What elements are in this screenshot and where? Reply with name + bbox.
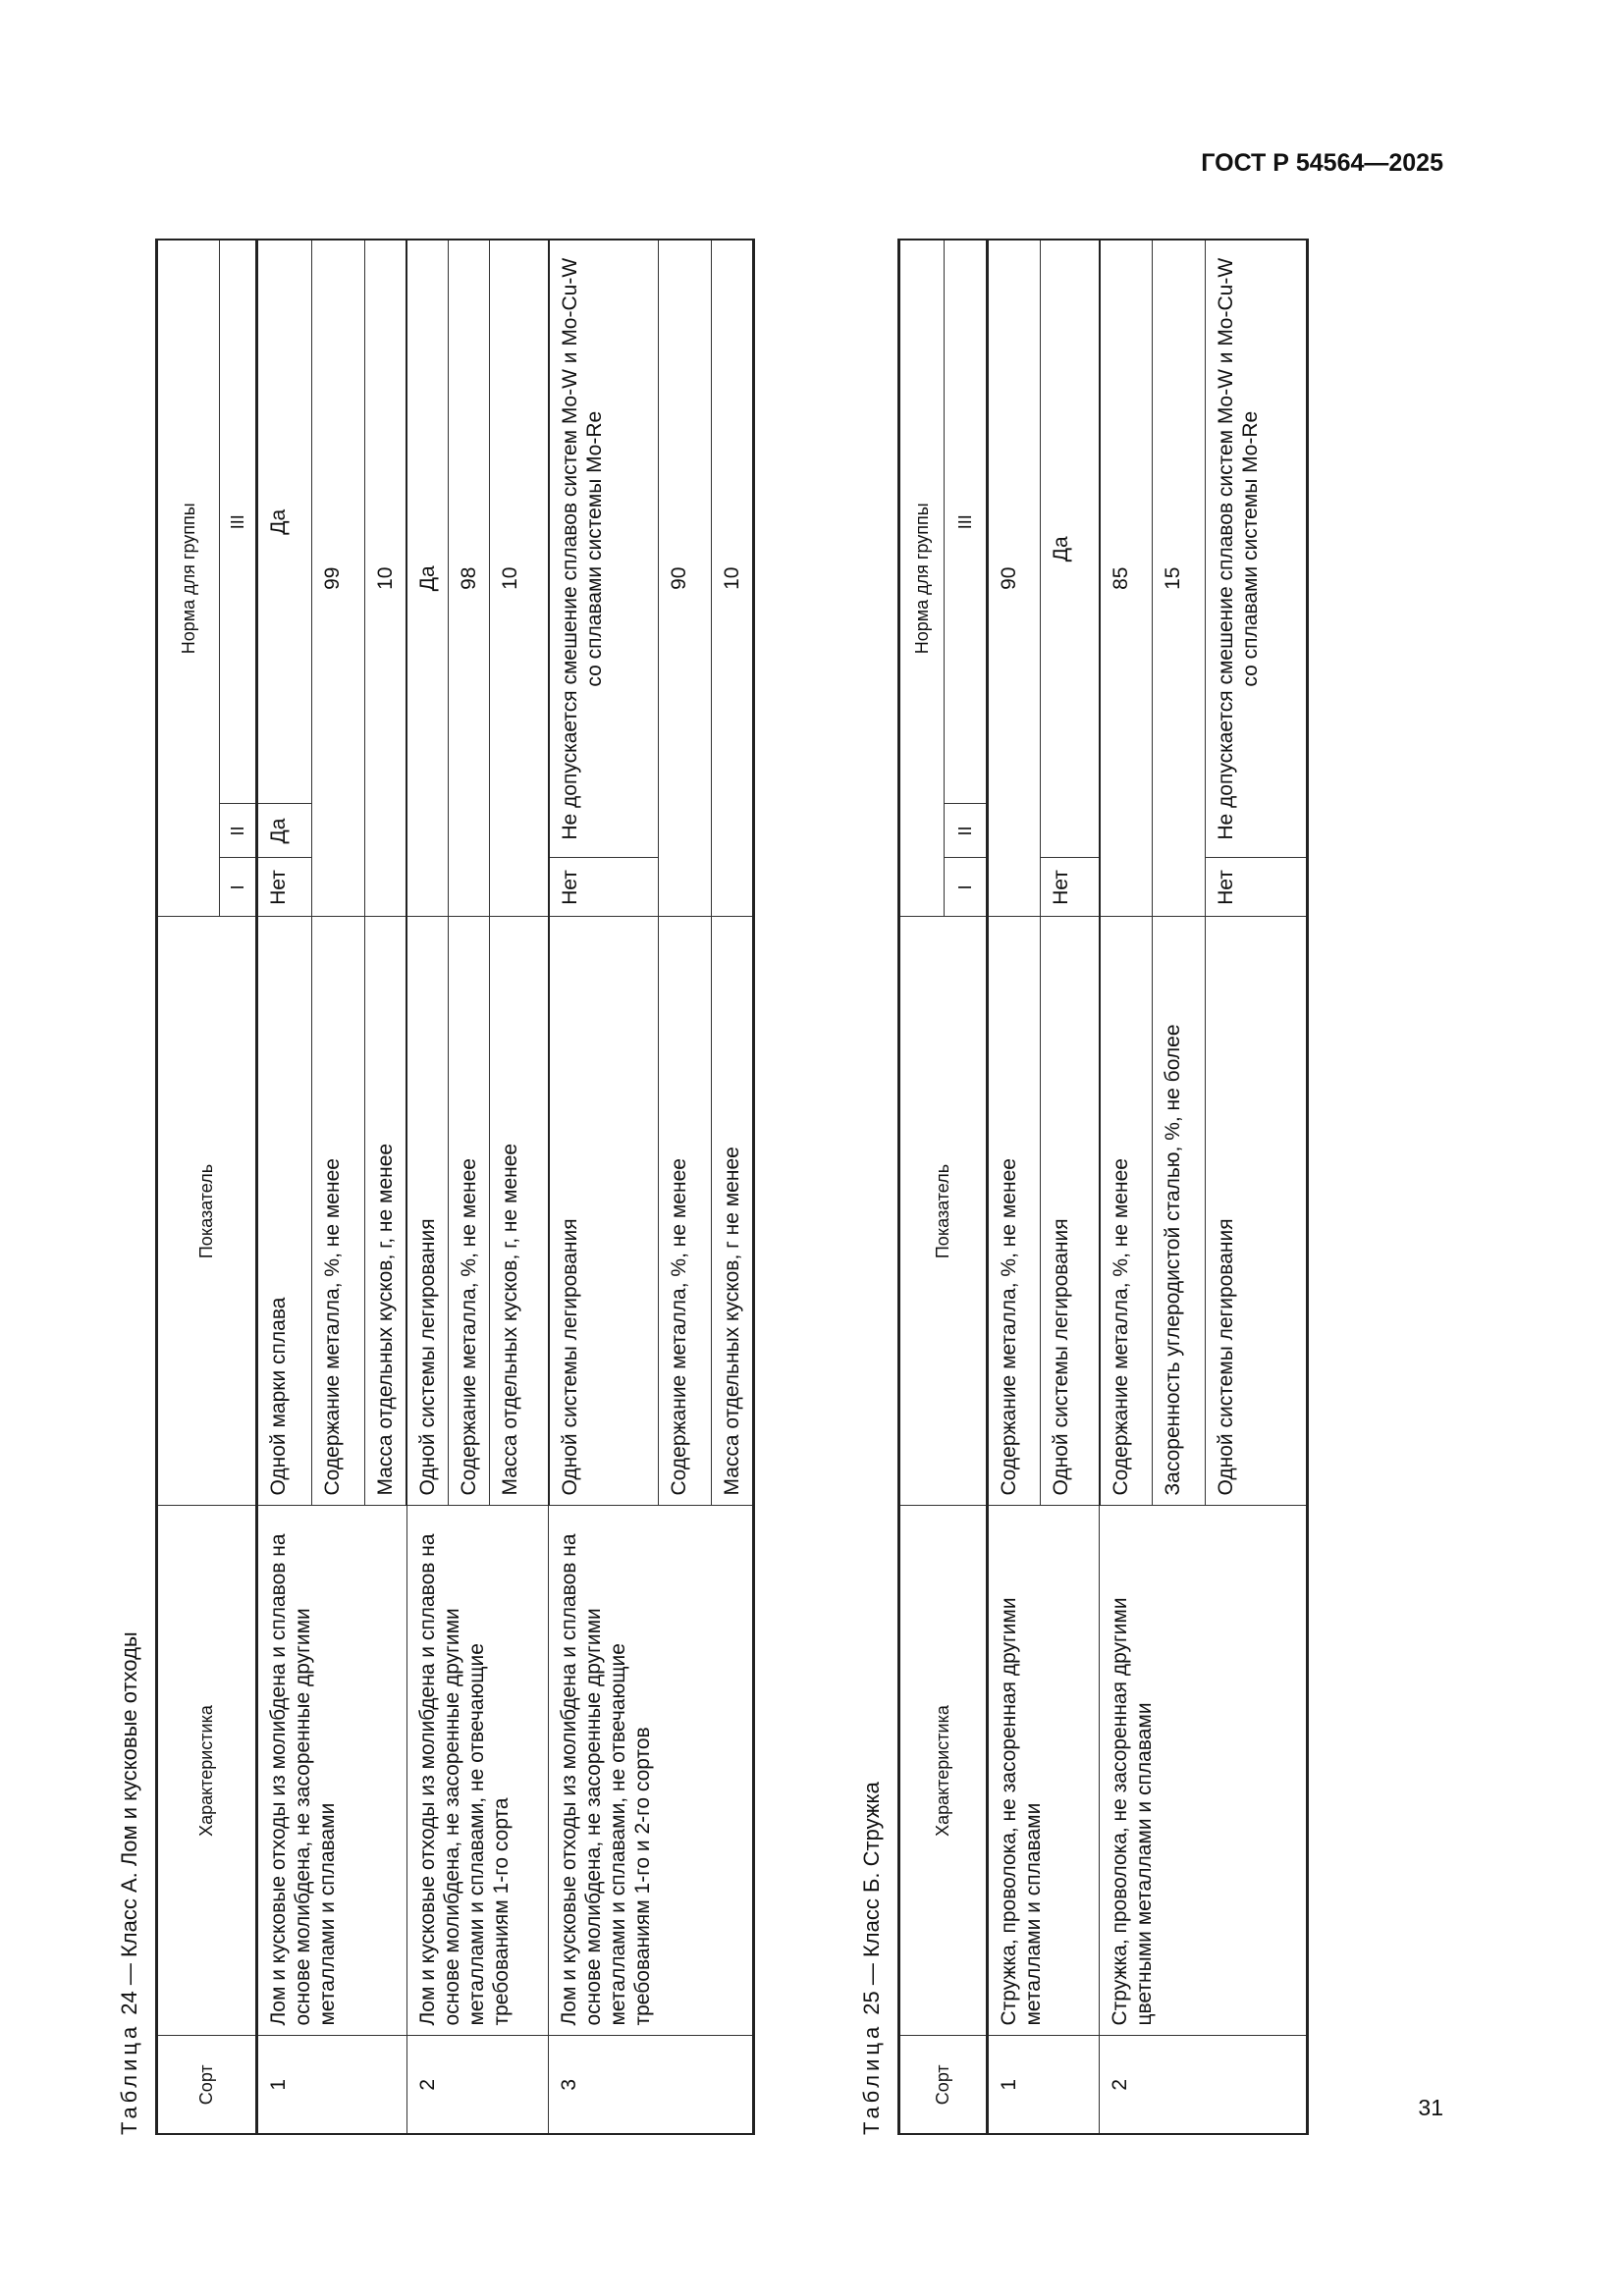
t25-r1-ind1-value: 90 — [988, 240, 1041, 917]
t24-header-group-2: II — [220, 804, 257, 858]
t24-r1-ind1-group-2: Да — [257, 804, 312, 858]
t25-header-indicator: Показатель — [899, 917, 988, 1506]
t24-r3-sort: 3 — [549, 2036, 754, 2134]
t24-header-norm: Норма для группы — [157, 240, 220, 917]
t24-header-group-1: I — [220, 858, 257, 917]
t25-r2-indicator-1: Содержание металла, %, не менее — [1100, 917, 1153, 1506]
t24-r1-ind2-value: 99 — [312, 240, 365, 917]
t24-r3-ind1-group-1: Нет — [549, 858, 659, 917]
t24-header-sort: Сорт — [157, 2036, 257, 2134]
table-24-block — [110, 240, 755, 2135]
t25-r1-characteristic: Стружка, проволока, не засоренная другими металлами и сплавами — [988, 1506, 1100, 2036]
t25-r2-indicator-3: Одной системы легирования — [1206, 917, 1308, 1506]
t25-r2-ind2-value: 15 — [1153, 240, 1206, 917]
t24-r1-indicator-3: Масса отдельных кусков, г, не менее — [365, 917, 407, 1506]
t25-r1-indicator-1: Содержание металла, %, не менее — [988, 917, 1041, 1506]
t24-header-characteristic: Характеристика — [157, 1506, 257, 2036]
table-24-caption-prefix: Таблица — [117, 2022, 141, 2135]
t25-r2-indicator-2: Засоренность углеродистой сталью, %, не более — [1153, 917, 1206, 1506]
t24-r2-characteristic: Лом и кусковые отходы из молибдена и сплавов на основе молибдена, не засоренные другими металлами и сплавами, не отвечающие требованиям 1-го сорта — [406, 1506, 549, 2036]
t25-header-group-3: III — [945, 240, 988, 804]
t25-r1-indicator-2: Одной системы легирования — [1041, 917, 1100, 1506]
t25-r2-ind3-group-2-3: Не допускается смешение сплавов систем Mo-W и Mo-Cu-W со сплавами системы Mo-Re — [1206, 240, 1308, 858]
table-25-caption — [852, 240, 897, 2135]
t24-r1-ind1-group-3: Да — [257, 240, 312, 804]
table-24-caption-text: 24 — Класс А. Лом и кусковые отходы — [117, 1631, 141, 2015]
table-25-caption-prefix: Таблица — [859, 2022, 884, 2135]
t24-r3-ind2-value: 90 — [659, 240, 712, 917]
t24-r3-characteristic: Лом и кусковые отходы из молибдена и сплавов на основе молибдена, не засоренные другими металлами и сплавами, не отвечающие требованиям 1-го и 2-го сортов — [549, 1506, 754, 2036]
t24-r3-indicator-1: Одной системы легирования — [549, 917, 659, 1506]
page-number: 31 — [1418, 2095, 1443, 2120]
t24-header-indicator: Показатель — [157, 917, 257, 1506]
t25-r1-sort: 1 — [988, 2036, 1100, 2134]
t24-r3-ind3-value: 10 — [712, 240, 754, 917]
t25-header-group-2: II — [945, 804, 988, 858]
t25-r2-ind3-group-1: Нет — [1206, 858, 1308, 917]
table-25-caption-text: 25 — Класс Б. Стружка — [859, 1782, 884, 2015]
t24-r3-indicator-2: Содержание металла, %, не менее — [659, 917, 712, 1506]
t24-r2-indicator-1: Одной системы легирования — [406, 917, 449, 1506]
t24-r1-characteristic: Лом и кусковые отходы из молибдена и сплавов на основе молибдена, не засоренные другими металлами и сплавами — [257, 1506, 407, 2036]
t24-r2-indicator-2: Содержание металла, %, не менее — [449, 917, 490, 1506]
t25-r2-ind1-value: 85 — [1100, 240, 1153, 917]
t25-header-characteristic: Характеристика — [899, 1506, 988, 2036]
t24-header-group-3: III — [220, 240, 257, 804]
t24-r1-sort: 1 — [257, 2036, 407, 2134]
t24-r1-indicator-2: Содержание металла, %, не менее — [312, 917, 365, 1506]
t25-r2-characteristic: Стружка, проволока, не засоренная другими цветными металлами и сплавами — [1100, 1506, 1308, 2036]
t24-r2-sort: 2 — [406, 2036, 549, 2134]
table-24 — [155, 239, 755, 2135]
t24-r2-ind1-value: Да — [406, 240, 449, 917]
t24-r1-ind3-value: 10 — [365, 240, 407, 917]
t24-r1-ind1-group-1: Нет — [257, 858, 312, 917]
t24-r2-ind2-value: 98 — [449, 240, 490, 917]
t25-r1-ind2-group-2-3: Да — [1041, 240, 1100, 858]
table-25-block — [852, 240, 1309, 2135]
t25-header-group-1: I — [945, 858, 988, 917]
t25-header-norm: Норма для группы — [899, 240, 945, 917]
table-24-caption — [110, 240, 155, 2135]
document-code: ГОСТ Р 54564—2025 — [1201, 149, 1443, 177]
t24-r1-indicator-1: Одной марки сплава — [257, 917, 312, 1506]
t24-r2-indicator-3: Масса отдельных кусков, г, не менее — [490, 917, 549, 1506]
t24-r2-ind3-value: 10 — [490, 240, 549, 917]
t25-r1-ind2-group-1: Нет — [1041, 858, 1100, 917]
table-25 — [897, 239, 1309, 2135]
t24-r3-ind1-group-2-3: Не допускается смешение сплавов систем Mo-W и Mo-Cu-W со сплавами системы Mo-Re — [549, 240, 659, 858]
t25-header-sort: Сорт — [899, 2036, 988, 2134]
t24-r3-indicator-3: Масса отдельных кусков, г не менее — [712, 917, 754, 1506]
t25-r2-sort: 2 — [1100, 2036, 1308, 2134]
